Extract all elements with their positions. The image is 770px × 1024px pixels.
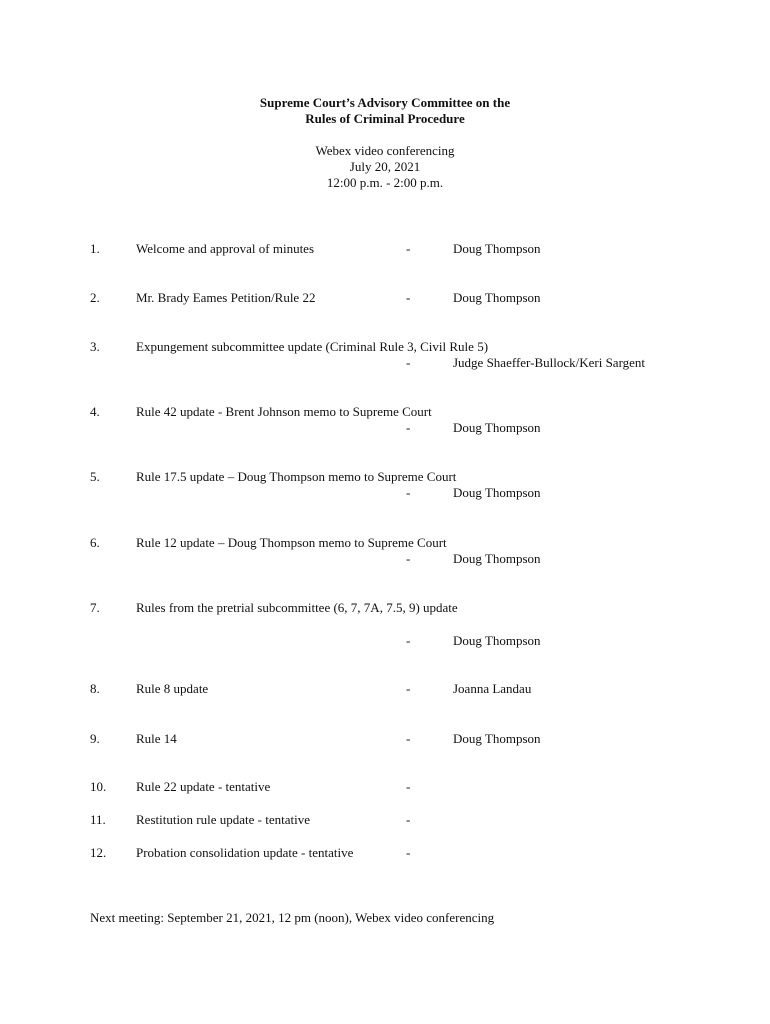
item-number: 7. — [90, 600, 100, 615]
item-number: 12. — [90, 845, 107, 860]
item-number: 6. — [90, 535, 100, 550]
item-dash: - — [406, 241, 411, 256]
next-meeting-note: Next meeting: September 21, 2021, 12 pm (noon), Webex video conferencing — [90, 910, 495, 925]
item-description: Rule 17.5 update – Doug Thompson memo to Supreme Court — [136, 469, 457, 484]
item-presenter: Doug Thompson — [453, 551, 541, 566]
meeting-location: Webex video conferencing — [315, 143, 455, 158]
item-presenter: Doug Thompson — [453, 420, 541, 435]
item-number: 10. — [90, 779, 107, 794]
item-presenter: Joanna Landau — [453, 681, 532, 696]
item-description: Rules from the pretrial subcommittee (6, 7, 7A, 7.5, 9) update — [136, 600, 458, 615]
item-description: Rule 12 update – Doug Thompson memo to Supreme Court — [136, 535, 447, 550]
item-number: 2. — [90, 290, 100, 305]
item-presenter: Doug Thompson — [453, 633, 541, 648]
item-dash: - — [406, 845, 411, 860]
item-presenter: Doug Thompson — [453, 485, 541, 500]
item-dash: - — [406, 355, 411, 370]
item-description: Rule 22 update - tentative — [136, 779, 271, 794]
item-number: 3. — [90, 339, 100, 354]
item-dash: - — [406, 731, 411, 746]
title-line-1: Supreme Court’s Advisory Committee on the — [259, 95, 511, 110]
item-dash: - — [406, 812, 411, 827]
item-presenter: Doug Thompson — [453, 290, 541, 305]
item-description: Rule 42 update - Brent Johnson memo to Supreme Court — [136, 404, 432, 419]
item-dash: - — [406, 779, 411, 794]
item-dash: - — [406, 551, 411, 566]
meeting-date: July 20, 2021 — [349, 159, 421, 174]
item-description: Welcome and approval of minutes — [136, 241, 315, 256]
title-line-2: Rules of Criminal Procedure — [305, 111, 465, 126]
item-description: Rule 14 — [136, 731, 177, 746]
meeting-time: 12:00 p.m. - 2:00 p.m. — [326, 175, 444, 190]
meeting-info — [0, 143, 770, 191]
item-description: Probation consolidation update - tentative — [136, 845, 354, 860]
item-dash: - — [406, 420, 411, 435]
item-number: 11. — [90, 812, 106, 827]
item-description: Rule 8 update — [136, 681, 209, 696]
item-number: 4. — [90, 404, 100, 419]
item-number: 5. — [90, 469, 100, 484]
item-number: 8. — [90, 681, 100, 696]
item-dash: - — [406, 290, 411, 305]
item-description: Restitution rule update - tentative — [136, 812, 311, 827]
item-description: Expungement subcommittee update (Criminal Rule 3, Civil Rule 5) — [136, 339, 489, 354]
agenda-title — [0, 95, 770, 127]
item-presenter: Doug Thompson — [453, 731, 541, 746]
item-dash: - — [406, 485, 411, 500]
item-presenter: Doug Thompson — [453, 241, 541, 256]
item-number: 1. — [90, 241, 100, 256]
item-dash: - — [406, 681, 411, 696]
item-number: 9. — [90, 731, 100, 746]
item-presenter: Judge Shaeffer-Bullock/Keri Sargent — [453, 355, 646, 370]
item-description: Mr. Brady Eames Petition/Rule 22 — [136, 290, 316, 305]
item-dash: - — [406, 633, 411, 648]
